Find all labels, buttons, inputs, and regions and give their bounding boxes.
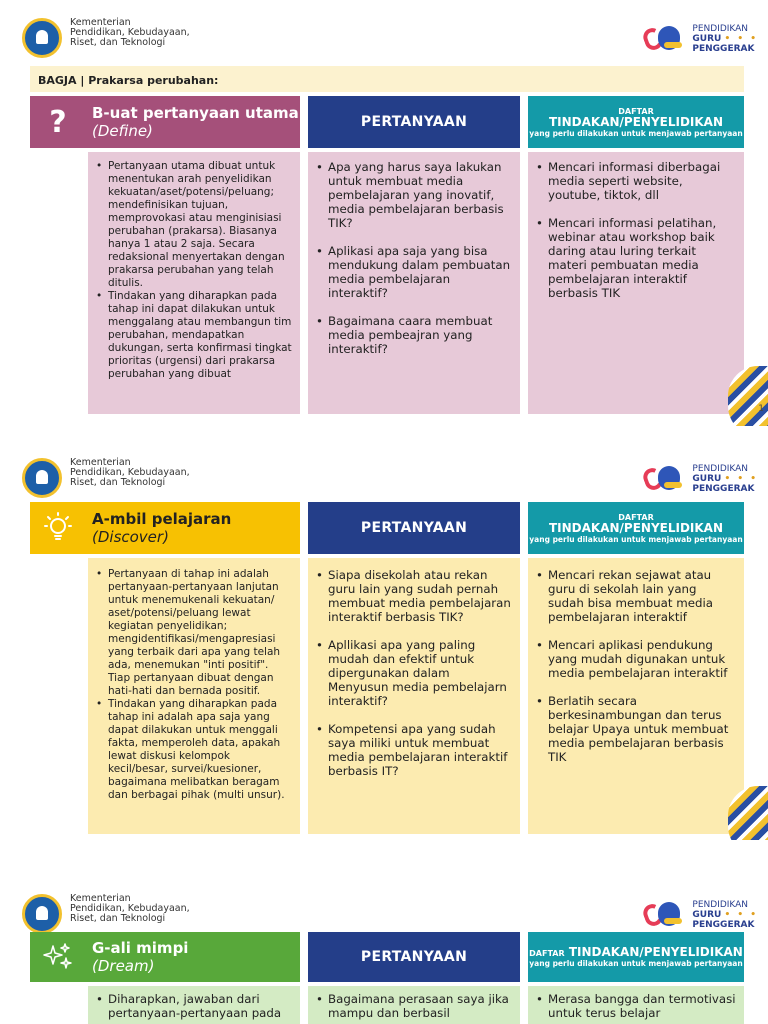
list-item: • Tindakan yang diharapkan pada tahap ini dapat dilakukan untuk menggalang atau membangun tim perubahan, mendapatkan dukungan, serta konfirmasi tingkat prioritas (urgensi) dari prakarsa perubahan yang dibuat: [94, 290, 292, 381]
list-item: • Apa yang harus saya lakukan untuk membuat media pembelajaran yang inovatif, media pembelajaran berbasis TIK?: [314, 160, 512, 230]
ministry-name: Kementerian Pendidikan, Kebudayaan, Riset, dan Teknologi: [70, 17, 190, 48]
define-actions: [528, 152, 744, 414]
lightbulb-icon: [30, 502, 86, 554]
dream-description: [88, 986, 300, 1024]
dream-questions: [308, 986, 520, 1024]
discover-description: [88, 558, 300, 834]
dream-title: G-ali mimpi: [92, 939, 189, 957]
bagja-banner: BAGJA | Prakarsa perubahan:: [30, 66, 744, 92]
list-item: • Bagaimana caara membuat media pembeajran yang interaktif?: [314, 314, 512, 356]
list-item: • Kompetensi apa yang sudah saya miliki untuk membuat media pembelajaran interaktif berbasis IT?: [314, 722, 512, 778]
define-questions: [308, 152, 520, 414]
question-icon: ?: [49, 104, 67, 140]
dream-subtitle: (Dream): [92, 957, 155, 975]
ministry-name: Kementerian Pendidikan, Kebudayaan, Riset, dan Teknologi: [70, 457, 190, 488]
guru-penggerak-mark-icon: [642, 898, 688, 932]
tindakan-header: DAFTAR TINDAKAN/PENYELIDIKAN yang perlu dilakukan untuk menjawab pertanyaan: [528, 932, 744, 982]
define-header: [30, 96, 300, 148]
discover-subtitle: (Discover): [92, 528, 169, 546]
guru-penggerak-logo: PENDIDIKAN GURU • • • PENGGERAK: [642, 462, 758, 496]
dream-actions: [528, 986, 744, 1024]
list-item: • Merasa bangga dan termotivasi untuk terus belajar: [534, 992, 736, 1020]
guru-penggerak-mark-icon: [642, 22, 688, 56]
tut-wuri-handayani-logo: [22, 894, 62, 934]
pertanyaan-header: PERTANYAAN: [308, 932, 520, 982]
list-item: • Siapa disekolah atau rekan guru lain yang sudah pernah membuat media pembelajaran interaktif berbasis TIK?: [314, 568, 512, 624]
list-item: • Pertanyaan utama dibuat untuk menentukan arah penyelidikan kekuatan/aset/potensi/peluang; mendefinisikan tujuan, memprovokasi atau menginisiasi perubahan (prakarsa). Biasanya hanya 1 atau 2 saja. Secara redaksional menyertakan dengan prakarsa perubahan yang telah ditulis.: [94, 160, 292, 290]
tindakan-header: DAFTAR TINDAKAN/PENYELIDIKAN yang perlu dilakukan untuk menjawab pertanyaan: [528, 502, 744, 554]
page-number: 1: [758, 404, 764, 414]
guru-penggerak-logo: PENDIDIKAN GURU • • • PENGGERAK: [642, 22, 758, 56]
list-item: • Diharapkan, jawaban dari pertanyaan-pertanyaan pada: [94, 992, 292, 1020]
tindakan-header: DAFTAR TINDAKAN/PENYELIDIKAN yang perlu dilakukan untuk menjawab pertanyaan: [528, 96, 744, 148]
list-item: • Aplikasi apa saja yang bisa mendukung dalam pembuatan media pembelajaran interaktif?: [314, 244, 512, 300]
list-item: • Berlatih secara berkesinambungan dan terus belajar Upaya untuk membuat media pembelajaran berbasis TIK: [534, 694, 736, 764]
sparkle-icon: [30, 932, 86, 982]
list-item: • Pertanyaan di tahap ini adalah pertanyaan-pertanyaan lanjutan untuk menemukenali kekuatan/ aset/potensi/peluang lewat kegiatan penyelidikan; mengidentifikasi/mengapresiasi yang terbaik dari apa yang telah ada, menemukan "inti positif". Tiap pertanyaan dibuat dengan hati-hati dan bernada positif.: [94, 568, 292, 698]
list-item: • Tindakan yang diharapkan pada tahap ini adalah apa saja yang dapat dilakukan untuk menggali fakta, memperoleh data, apakah lewat diskusi kelompok kecil/besar, survei/kuesioner, bagaimana melibatkan beragam dan berbagai pihak (multi unsur).: [94, 698, 292, 802]
discover-actions: [528, 558, 744, 834]
define-subtitle: (Define): [92, 122, 153, 140]
define-title: B-uat pertanyaan utama: [92, 104, 299, 122]
slide-dream: [0, 876, 768, 1024]
discover-title: A-mbil pelajaran: [92, 510, 232, 528]
pertanyaan-header: PERTANYAAN: [308, 96, 520, 148]
dream-header: [30, 932, 300, 982]
list-item: • Mencari rekan sejawat atau guru di sekolah lain yang sudah bisa membuat media pembelajaran interaktif: [534, 568, 736, 624]
slide-define: [0, 0, 768, 426]
define-description: [88, 152, 300, 414]
list-item: • Mencari informasi pelatihan, webinar atau workshop baik daring atau luring terkait materi pembuatan media pembelajaran interaktif berbasis TIK: [534, 216, 736, 300]
pertanyaan-header: PERTANYAAN: [308, 502, 520, 554]
slide-discover: [0, 440, 768, 840]
discover-header: [30, 502, 300, 554]
ministry-branding: [22, 458, 190, 498]
ministry-branding: [22, 18, 190, 58]
guru-penggerak-logo: PENDIDIKAN GURU • • • PENGGERAK: [642, 898, 758, 932]
list-item: • Bagaimana perasaan saya jika mampu dan berbasil: [314, 992, 512, 1020]
discover-questions: [308, 558, 520, 834]
ministry-name: Kementerian Pendidikan, Kebudayaan, Riset, dan Teknologi: [70, 893, 190, 924]
ministry-branding: [22, 894, 190, 934]
list-item: • Mencari informasi diberbagai media seperti website, youtube, tiktok, dll: [534, 160, 736, 202]
tut-wuri-handayani-logo: [22, 18, 62, 58]
tut-wuri-handayani-logo: [22, 458, 62, 498]
list-item: • Apllikasi apa yang paling mudah dan efektif untuk dipergunakan dalam Menyusun media pembelajarn interaktif?: [314, 638, 512, 708]
guru-penggerak-mark-icon: [642, 462, 688, 496]
list-item: • Mencari aplikasi pendukung yang mudah digunakan untuk media pembelajaran interaktif: [534, 638, 736, 680]
